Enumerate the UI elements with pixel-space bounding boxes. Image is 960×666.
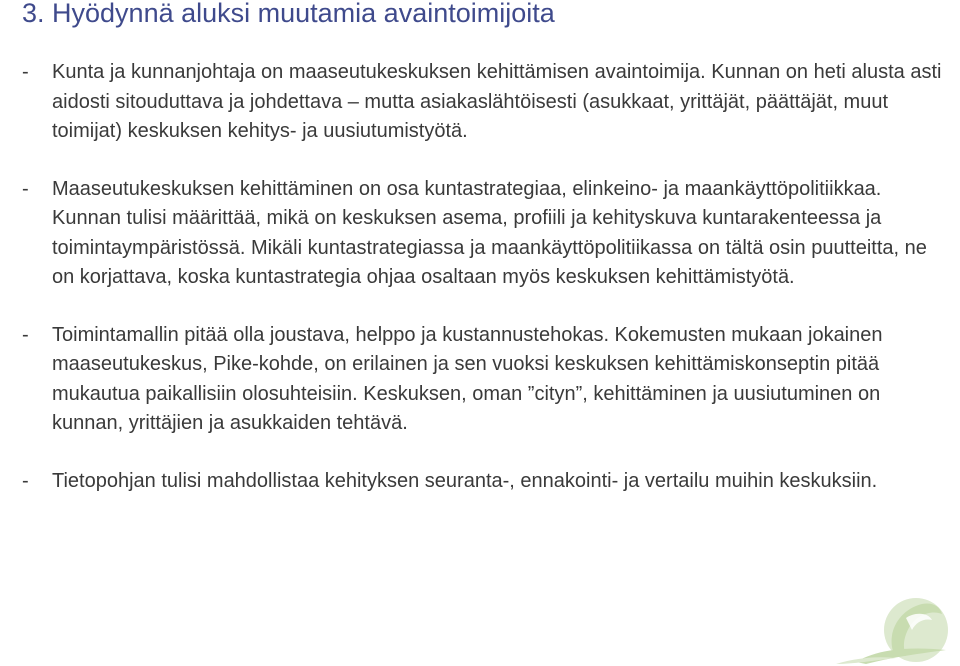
bullet-item (22, 321, 942, 439)
bullet-text: Tietopohjan tulisi mahdollistaa kehityksen seuranta-, ennakointi- ja vertailu muihin keskuksiin. (52, 469, 878, 492)
bullet-text: Toimintamallin pitää olla joustava, helppo ja kustannustehokas. Kokemusten mukaan jokainen maaseutukeskus, Pike-kohde, on erilainen ja sen vuoksi keskuksen kehittämiskonseptin pitää mukautua paikallisiin olosuhteisiin. Keskuksen, oman ”cityn”, kehittäminen ja uusiutuminen on kunnan, yrittäjien ja asukkaiden tehtävä. (52, 323, 883, 434)
bullet-item (22, 58, 942, 147)
bullet-marker: - (22, 177, 29, 200)
bullet-marker: - (22, 469, 29, 492)
bullet-text: Kunta ja kunnanjohtaja on maaseutukeskuksen kehittämisen avaintoimija. Kunnan on heti alusta asti aidosti sitouduttava ja johdettava – mutta asiakaslähtöisesti (asukkaat, yrittäjät, päättäjät, muut toimijat) keskuksen kehitys- ja uusiutumistyötä. (52, 61, 942, 142)
slide-title: 3. Hyödynnä aluksi muutamia avaintoimijoita (22, 0, 555, 28)
bullet-marker: - (22, 323, 29, 346)
leaf-swirl-logo-icon (836, 584, 954, 664)
bullet-item (22, 467, 942, 497)
bullet-item (22, 175, 942, 293)
bullet-text: Maaseutukeskuksen kehittäminen on osa kuntastrategiaa, elinkeino- ja maankäyttöpolitiikkaa. Kunnan tulisi määrittää, mikä on keskuksen asema, profiili ja kehityskuva kuntarakenteessa ja toimintaympäristössä. Mikäli kuntastrategiassa ja maankäyttöpolitiikassa on tältä osin puutteitta, ne on korjattava, koska kuntastrategia ohjaa osaltaan myös keskuksen kehittämistyötä. (52, 177, 927, 288)
bullet-marker: - (22, 61, 29, 83)
bullet-list (22, 58, 942, 524)
